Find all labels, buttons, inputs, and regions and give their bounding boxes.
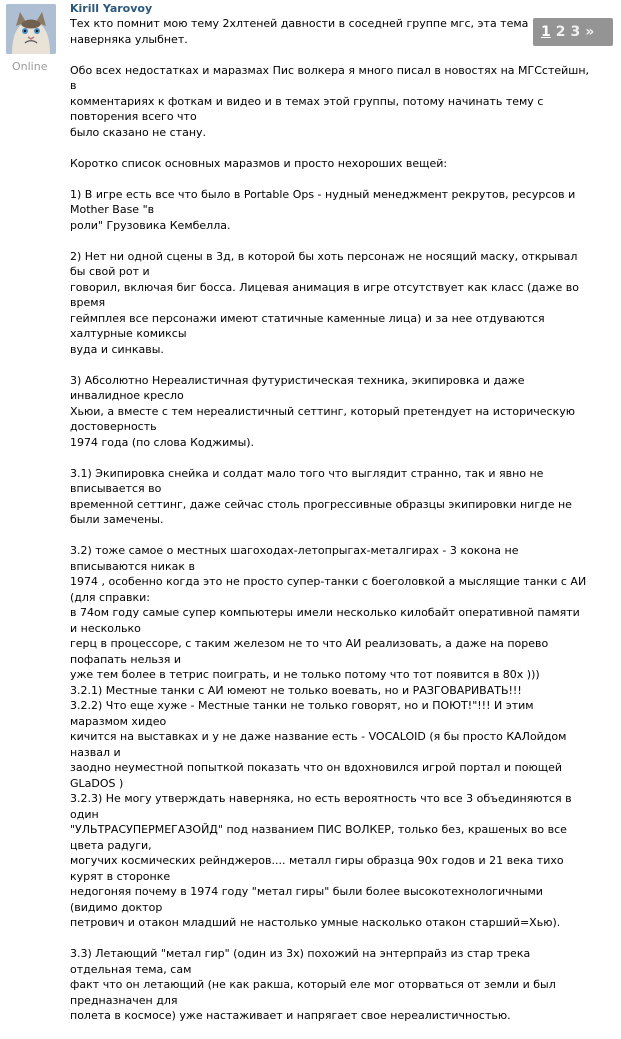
paragraph-point-3-1: 3.1) Экипировка снейка и солдат мало того что выглядит странно, так и явно не вписывается во временной сеттинг, даже сейчас столь прогрессивные образцы экипировки нигде не были замечены. [70, 466, 572, 526]
paragraph-point-1: 1) В игре есть все что было в Portable Ops - нудный менеджмент рекрутов, ресурсов и Mother Base "в роли" Грузовика Кембелла. [70, 187, 576, 232]
page-2-link[interactable]: 2 [555, 24, 566, 40]
next-page-icon[interactable]: » [585, 24, 595, 40]
post-body [70, 16, 590, 1039]
page-3-link[interactable]: 3 [570, 24, 581, 40]
paragraph-point-3-2: 3.2) тоже самое о местных шагоходах-летопрыгах-металгирах - 3 кокона не вписываются никак в 1974 , особенно когда это не просто супер-танки с боеголовкой а мыслящие танки с АИ (для справки: в 74ом году самые супер компьютеры имели несколько килобайт оперативной памяти и несколько герц в процессоре, с таким железом не то что АИ реализовать, а даже на порево пофапать нельзя и уже тем более в тетрис поиграть, и не только потому что тот появится в 80х ))) 3.2.1) Местные танки с АИ юмеют не только воевать, но и РАЗГОВАРИВАТЬ!!! 3.2.2) Что еще хуже - Местные танки не только говорят, но и ПОЮТ!"!!! И этим маразмом хидео кичится на выставках и у не даже название есть - VOCALOID (я бы просто КАЛойдом назвал и заодно неуместной попыткой показать что он вдохновился игрой портал и поющей GLaDOS ) 3.2.3) Не могу утверждать наверняка, но есть вероятность что все 3 объединяются в один "УЛЬТРАСУПЕРМЕГАЗОЙД" под названием ПИС ВОЛКЕР, только без, крашеных во все цвета радуги, могучих космических рейнджеров.... металл гиры образца 90х годов и 21 века тихо курят в сторонке недогоняя почему в 1974 году "метал гиры" были более высокотехнологичными (видимо доктор петрович и отакон младший не настолько умные насколько отакон старший=Хью). [70, 544, 587, 929]
paragraph-point-3-3: 3.3) Летающий "метал гир" (один из 3х) похожий на энтерпрайз из стар трека отдельная тема, сам факт что он летающий (не как ракша, который еле мог оторваться от земли и был предназначен для полета в космосе) уже настаживает и напрягает свое нереалистичностью. [70, 947, 556, 1022]
paragraph-intro: Тех кто помнит мою тему 2хлтеней давности в соседней группе мгс, эта тема наверняка улыбнет. [70, 17, 529, 46]
paragraph-point-2: 2) Нет ни одной сцены в 3д, в которой бы хоть персонаж не носящий маску, открывал бы свой рот и говорил, включая биг босса. Лицевая анимация в игре отсутствует как класс (даже во время геймплея все персонажи имеют статичные каменные лица) и за нее отдуваются халтурные комиксы вуда и синкавы. [70, 249, 580, 356]
paragraph-list-heading: Коротко список основных маразмов и просто нехороших вещей: [70, 156, 448, 170]
online-status: Online [12, 60, 48, 73]
cat-avatar-icon [6, 4, 56, 54]
paragraph-background: Обо всех недостатках и маразмах Пис волкера я много писал в новостях на МГСстейшн, в комментариях к фоткам и видео и в темах этой группы, потому начинать тему с повторения всего что было сказано не стану. [70, 63, 590, 139]
author-name[interactable]: Kirill Yarovoy [70, 2, 153, 15]
page-1-link[interactable]: 1 [541, 24, 551, 40]
avatar[interactable] [6, 4, 56, 54]
paragraph-point-3: 3) Абсолютно Нереалистичная футуристическая техника, экипировка и даже инвалидное кресло Хьюи, а вместе с тем нереалистичный сеттинг, который претендует на историческую достоверность 1974 года (по слова Коджимы). [70, 373, 575, 449]
